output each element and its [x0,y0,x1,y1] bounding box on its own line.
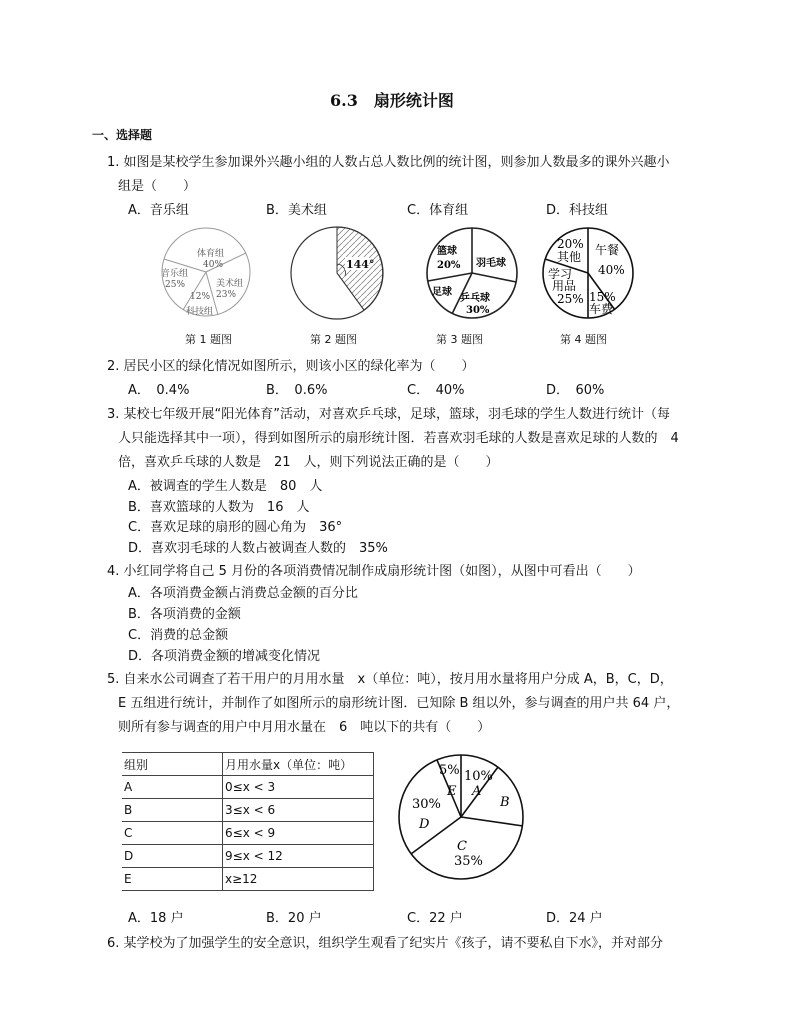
table-cell-range: 9≤x < 12 [223,845,374,868]
section-heading: 一、选择题 [92,128,153,142]
q3-option-b[interactable]: B．喜欢篮球的人数为 16 人 [128,500,310,515]
table-row [122,845,374,868]
q1-text-line2: 组是（ ） [118,179,197,194]
q4-option-b[interactable]: B．各项消费的金额 [128,607,241,622]
q4-option-d[interactable]: D．各项消费金额的增减变化情况 [128,649,321,664]
q5-pie-pct-c: 35% [454,854,483,869]
fig2-angle-label: 144° [346,258,375,271]
fig4-pct-lunch: 40% [598,263,625,277]
q5-text-line3: 则所有参与调查的用户中月用水量在 6 吨以下的共有（ ） [118,720,491,735]
q2-option-d[interactable]: D． 60% [546,383,605,398]
q3-text-line2: 人只能选择其中一项），得到如图所示的扇形统计图．若喜欢羽毛球的人数是喜欢足球的人数的 4 [118,431,679,446]
q1-text-line1: 1. 如图是某校学生参加课外兴趣小组的人数占总人数比例的统计图，则参加人数最多的课外兴趣小 [107,155,670,170]
fig3-caption: 第 3 题图 [436,333,483,346]
table-row [122,822,374,845]
q1-option-d[interactable]: D．科技组 [546,203,609,218]
q3-option-c[interactable]: C．喜欢足球的扇形的圆心角为 36° [128,520,343,535]
q2-option-a[interactable]: A． 0.4% [128,383,190,398]
fig3-label-football: 足球 [432,287,452,298]
q5-option-b[interactable]: B．20 户 [266,911,322,926]
fig2-pie-chart [289,224,385,322]
q4-option-c[interactable]: C．消费的总金额 [128,628,229,643]
q1-option-b[interactable]: B．美术组 [266,203,327,218]
table-cell-group: A [122,776,223,799]
table-header-usage: 月用水量x（单位：吨） [223,753,374,776]
fig1-label-art: 美术组 [216,279,244,289]
q3-option-d[interactable]: D．喜欢羽毛球的人数占被调查人数的 35% [128,541,388,556]
q4-option-a[interactable]: A．各项消费金额占消费总金额的百分比 [128,586,358,601]
q2-text: 2. 居民小区的绿化情况如图所示，则该小区的绿化率为（ ） [107,359,475,374]
fig4-label-lunch: 午餐 [595,243,620,257]
fig1-label-music: 音乐组 [161,269,189,279]
q5-option-d[interactable]: D．24 户 [546,911,603,926]
table-row [122,776,374,799]
fig4-label-other: 其他 [557,250,582,264]
fig4-pct-supplies: 25% [557,292,584,306]
table-cell-range: 0≤x < 3 [223,776,374,799]
q5-pie-chart [394,750,528,884]
q5-pie-pct-a: 10% [464,769,493,784]
fig2-caption: 第 2 题图 [310,333,357,346]
q3-text-line3: 倍，喜欢乒乓球的人数是 21 人，则下列说法正确的是（ ） [118,455,499,470]
fig4-label-fare: 车费 [589,302,614,316]
q5-pie-label-b: B [500,795,510,810]
q5-option-a[interactable]: A．18 户 [128,911,184,926]
fig3-pct-basketball: 20% [437,260,461,271]
fig3-label-pingpong: 乒乓球 [460,293,490,304]
fig1-label-sports: 体育组 [197,249,225,259]
q3-text-line1: 3. 某校七年级开展“阳光体育”活动，对喜欢乒乓球，足球，篮球，羽毛球的学生人数进行统计（每 [107,407,671,422]
q5-text-line1: 5. 自来水公司调查了若干用户的月用水量 x（单位：吨），按月用水量将用户分成 A，B，C，D， [107,672,673,687]
fig1-caption: 第 1 题图 [185,333,232,346]
q5-pie-pct-d: 30% [412,797,441,812]
fig4-pie-chart [540,224,636,322]
fig1-pct-music: 25% [165,280,186,290]
q5-pie-label-e: E [447,784,457,799]
q4-text: 4. 小红同学将自己 5 月份的各项消费情况制作成扇形统计图（如图），从图中可看出（ ） [107,564,641,579]
fig1-pie-chart [153,226,259,320]
fig3-label-basketball: 篮球 [437,246,457,257]
table-cell-group: C [122,822,223,845]
table-header-group: 组别 [122,753,223,776]
fig3-pie-chart [424,224,520,322]
fig4-label-supplies-1: 学习 [548,267,573,281]
q5-text-line2: E 五组进行统计，并制作了如图所示的扇形统计图．已知除 B 组以外，参与调查的用户共 64 户， [118,696,680,711]
table-row [122,799,374,822]
q2-option-b[interactable]: B． 0.6% [266,383,328,398]
fig1-pct-sports: 40% [203,260,224,270]
q1-option-c[interactable]: C．体育组 [407,203,469,218]
fig3-pct-pingpong: 30% [466,305,490,316]
table-cell-range: x≥12 [223,868,374,891]
table-cell-range: 3≤x < 6 [223,799,374,822]
fig4-pct-fare: 15% [589,290,616,304]
table-cell-range: 6≤x < 9 [223,822,374,845]
table-row [122,868,374,891]
fig4-pct-other: 20% [557,237,584,251]
fig1-label-tech: 科技组 [186,307,214,317]
table-cell-group: D [122,845,223,868]
fig4-label-supplies-2: 用品 [552,279,577,293]
q3-option-a[interactable]: A．被调查的学生人数是 80 人 [128,479,323,494]
q5-option-c[interactable]: C．22 户 [407,911,463,926]
q5-pie-pct-e: 5% [439,763,460,778]
q2-option-c[interactable]: C． 40% [407,383,465,398]
table-cell-group: E [122,868,223,891]
table-cell-group: B [122,799,223,822]
q6-text: 6. 某学校为了加强学生的安全意识，组织学生观看了纪实片《孩子，请不要私自下水》，并对部分 [107,936,664,951]
q5-pie-label-a: A [472,784,482,799]
page-title: 6.3 扇形统计图 [330,91,454,110]
q5-pie-label-d: D [419,817,430,832]
fig4-caption: 第 4 题图 [560,333,607,346]
fig1-pct-art: 23% [216,290,237,300]
fig3-label-badminton: 羽毛球 [476,258,506,269]
q1-option-a[interactable]: A．音乐组 [128,203,189,218]
table-header-row [122,753,374,776]
fig1-pct-tech: 12% [190,292,211,302]
q5-pie-label-c: C [457,839,467,854]
q5-water-table [122,752,374,891]
